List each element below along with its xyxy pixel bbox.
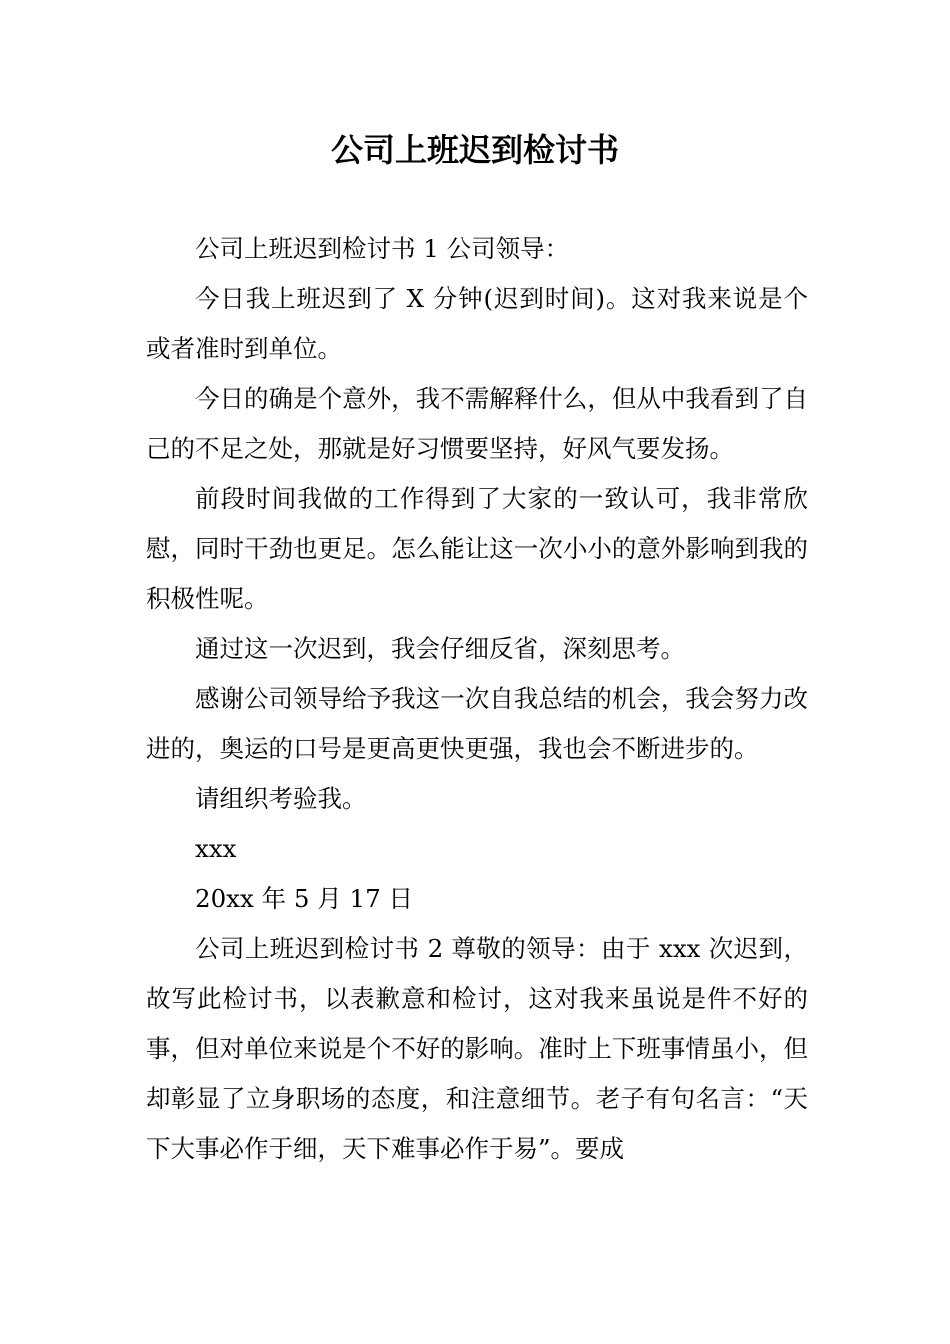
paragraph: 公司上班迟到检讨书 1 公司领导： — [195, 234, 570, 263]
document-title: 公司上班迟到检讨书 — [330, 131, 619, 169]
paragraph: 感谢公司领导给予我这一次自我总结的机会，我会努力改进的，奥运的口号是更高更快更强，我也会不断进步的。 — [146, 684, 808, 763]
paragraph: 今日我上班迟到了 X 分钟(迟到时间)。这对我来说是个或者准时到单位。 — [146, 284, 808, 363]
paragraph: 前段时间我做的工作得到了大家的一致认可，我非常欣慰，同时干劲也更足。怎么能让这一次小小的意外影响到我的积极性呢。 — [146, 484, 808, 613]
paragraph: 请组织考验我。 — [195, 784, 367, 813]
paragraph: 通过这一次迟到，我会仔细反省，深刻思考。 — [195, 634, 685, 663]
paragraph: 今日的确是个意外，我不需解释什么，但从中我看到了自己的不足之处，那就是好习惯要坚持，好风气要发扬。 — [146, 384, 808, 463]
date: 20xx 年 5 月 17 日 — [195, 884, 414, 913]
paragraph: 公司上班迟到检讨书 2 尊敬的领导：由于 xxx 次迟到，故写此检讨书，以表歉意和检讨，这对我来虽说是件不好的事，但对单位来说是个不好的影响。准时上下班事情虽小，但却彰显了立身职场的态度，和注意细节。老子有句名言：“天下大事必作于细，天下难事必作于易”。要成 — [146, 934, 808, 1163]
document-body — [146, 224, 808, 1174]
signature: xxx — [195, 834, 237, 863]
